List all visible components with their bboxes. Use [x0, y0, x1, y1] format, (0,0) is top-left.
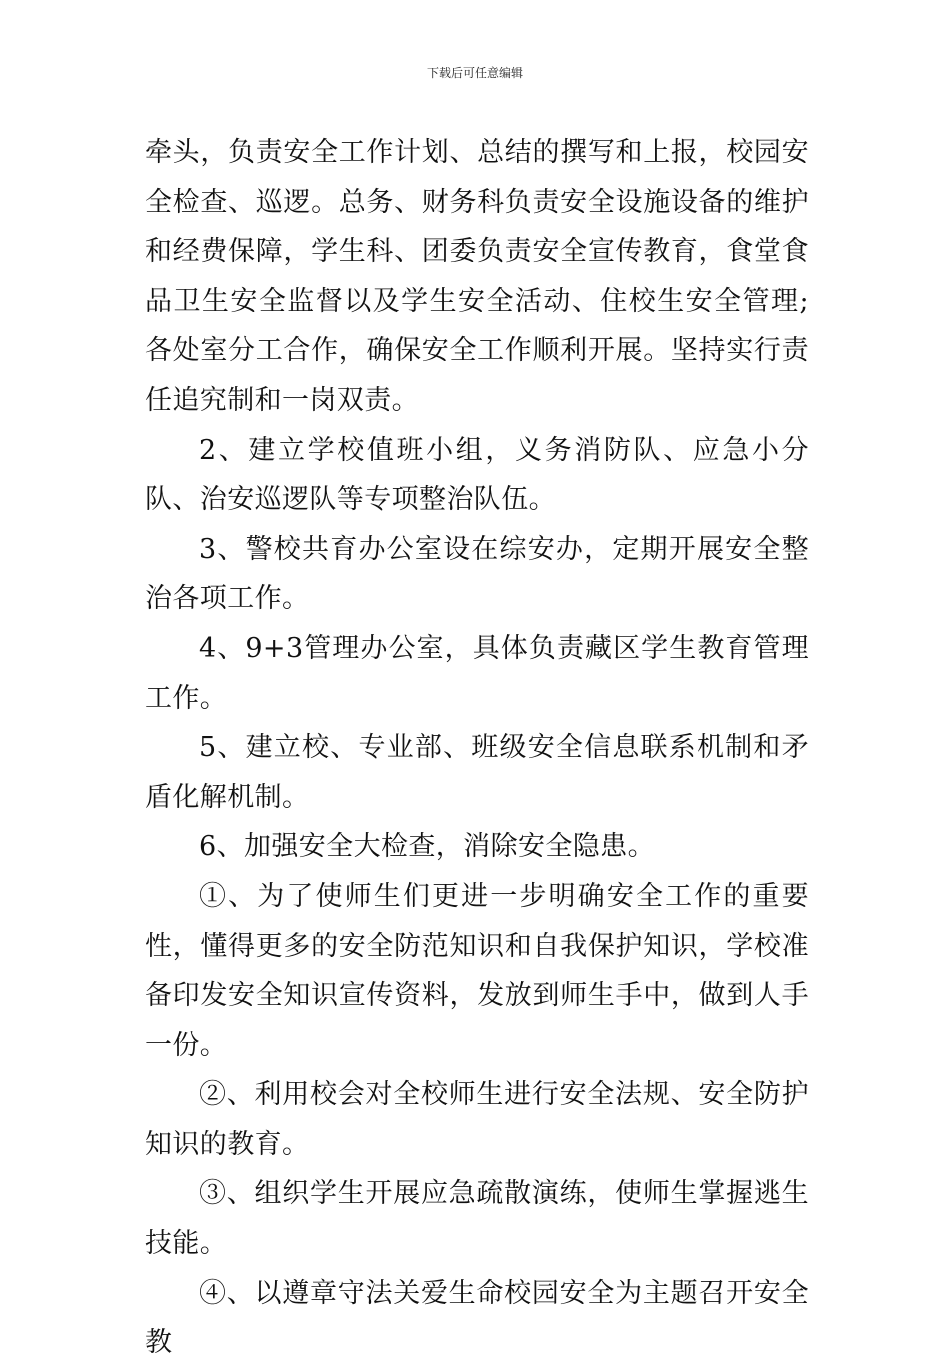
paragraph-item-5: 5、建立校、专业部、班级安全信息联系机制和矛盾化解机制。: [145, 732, 809, 813]
page-header: 下载后可任意编辑: [426, 66, 523, 80]
paragraph-subitem-2: ②、利用校会对全校师生进行安全法规、安全防护知识的教育。: [145, 1079, 809, 1160]
paragraph-item-3: 3、警校共育办公室设在综安办，定期开展安全整治各项工作。: [145, 533, 809, 615]
paragraph-item-2: 2、建立学校值班小组，义务消防队、应急小分队、治安巡逻队等专项整治队伍。: [145, 434, 809, 516]
document-body: [145, 128, 809, 1368]
paragraph-item-6: 6、加强安全大检查，消除安全隐患。: [199, 831, 655, 863]
paragraph-item-4: 4、9+3管理办公室，具体负责藏区学生教育管理工作。: [145, 632, 809, 714]
paragraph-subitem-3: ③、组织学生开展应急疏散演练，使师生掌握逃生技能。: [145, 1178, 809, 1260]
paragraph-subitem-1: ①、为了使师生们更进一步明确安全工作的重要性，懂得更多的安全防范知识和自我保护知识，学校准备印发安全知识宣传资料，发放到师生手中，做到人手一份。: [145, 880, 809, 1061]
paragraph-responsibilities: 牵头，负责安全工作计划、总结的撰写和上报，校园安全检查、巡逻。总务、财务科负责安全设施设备的维护和经费保障，学生科、团委负责安全宣传教育，食堂食品卫生安全监督以及学生安全活动、住校生安全管理;各处室分工合作，确保安全工作顺利开展。坚持实行责任追究制和一岗双责。: [145, 137, 809, 416]
paragraph-subitem-4: ④、以遵章守法关爱生命校园安全为主题召开安全教: [145, 1277, 809, 1359]
